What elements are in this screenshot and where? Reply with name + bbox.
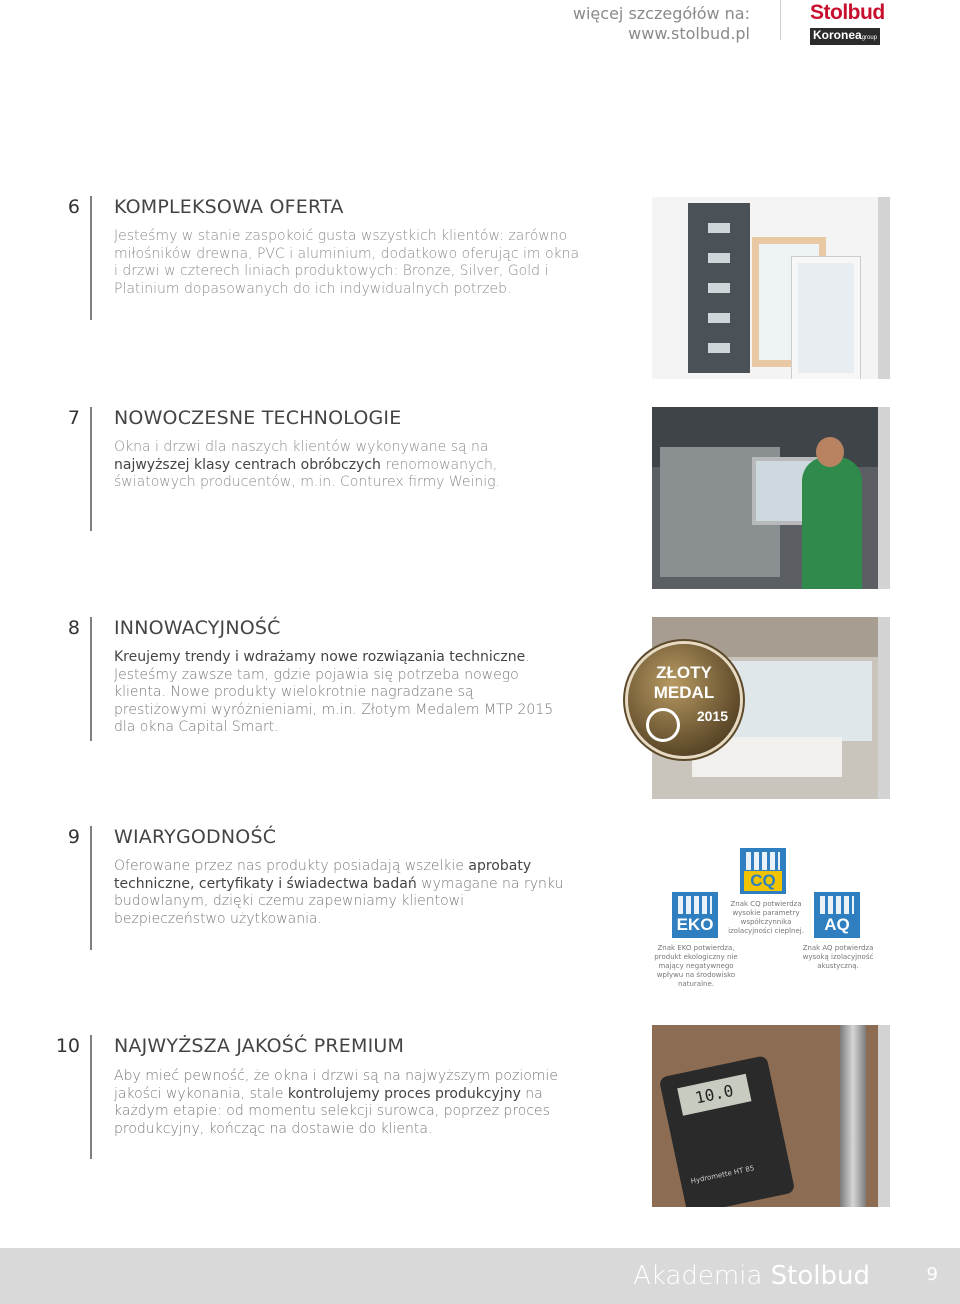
- stolbud-logo[interactable]: [810, 2, 888, 40]
- window-pvc-illustration: [792, 257, 860, 379]
- section-10-text-highlight: kontrolujemy proces produkcyjny: [287, 1085, 521, 1102]
- section-10-side-strip: [878, 1025, 890, 1207]
- logo-sub-text: Koronea: [813, 28, 862, 42]
- header-line-1: więcej szczegółów na:: [572, 4, 750, 23]
- meter-brand: Hydromette HT 85: [690, 1164, 755, 1186]
- section-10-text: [114, 1068, 564, 1138]
- section-6-text: Jesteśmy w stanie zaspokoić gusta wszystkich klientów: zarówno miłośników drewna, PVC i aluminium, dodatkowo oferując im okna i drzwi w czterech liniach produktowych: Bronze, Silver, Gold i Platinium dopasowanych do ich indywidualnych potrzeb.: [114, 228, 580, 297]
- header-website-text: [573, 4, 750, 44]
- meter-display: 10.0: [677, 1074, 751, 1116]
- section-6-rule: [90, 196, 92, 320]
- header-divider: [780, 0, 781, 40]
- moisture-meter: [659, 1055, 796, 1207]
- section-9-title: WIARYGODNOŚĆ: [114, 826, 277, 848]
- meter-probe: [840, 1025, 866, 1207]
- eko-label: EKO: [676, 915, 714, 934]
- section-7-title: NOWOCZESNE TECHNOLOGIE: [114, 407, 402, 429]
- footer-title-light: Akademia: [633, 1261, 771, 1291]
- section-10-number: 10: [55, 1035, 80, 1057]
- mtp-logo-icon: [646, 708, 680, 742]
- eko-note: Znak EKO potwierdza, produkt ekologiczny nie mający negatywnego wpływu na środowisko naturalne.: [654, 944, 738, 988]
- footer-title-bold: Stolbud: [770, 1261, 870, 1291]
- section-7-rule: [90, 407, 92, 531]
- section-8-text-b: . Jesteśmy zawsze tam, gdzie pojawia się potrzeba nowego klienta. Nowe produkty wielokrotnie nagradzane są prestiżowymi wyróżnieniami, m.in. Złotym Medalem MTP 2015 dla okna Capital Smart.: [114, 649, 554, 735]
- section-7-text-a: Okna i drzwi dla naszych klientów wykonywane są na: [114, 439, 489, 455]
- section-10-rule: [90, 1035, 92, 1159]
- header-website-link[interactable]: www.stolbud.pl: [628, 24, 750, 43]
- logo-sub-small: group: [861, 35, 878, 41]
- aq-note: Znak AQ potwierdza wysoką izolacyjność akustyczną.: [802, 944, 874, 970]
- section-10-text-a: Aby mieć pewność, że okna i drzwi są na najwyższym poziomie jakości wykonania, stale: [114, 1068, 558, 1102]
- footer-title: [633, 1261, 870, 1291]
- section-9-text: [114, 858, 564, 928]
- section-8-title: INNOWACYJNOŚĆ: [114, 617, 281, 639]
- section-10-image-moisture-meter: [652, 1025, 878, 1207]
- section-9-text-a: Oferowane przez nas produkty posiadają wszelkie: [114, 858, 469, 874]
- page-number: 9: [926, 1264, 938, 1285]
- logo-sub: [810, 28, 880, 45]
- section-9-text-highlight: aprobaty techniczne, certyfikaty i świadectwa badań: [114, 858, 532, 892]
- aq-cert-icon: [814, 892, 860, 938]
- section-9-rule: [90, 826, 92, 950]
- medal-year: 2015: [696, 708, 728, 724]
- section-7-text-highlight: najwyższej klasy centrach obróbczych: [114, 456, 381, 473]
- cq-cert-icon: [740, 848, 786, 894]
- aq-label: AQ: [824, 915, 850, 934]
- section-6-image-windows-doors: [652, 197, 878, 379]
- medal-line-2: MEDAL: [653, 683, 715, 702]
- section-6-side-strip: [878, 197, 890, 379]
- section-8-number: 8: [67, 617, 80, 639]
- logo-main: Stolbud: [810, 1, 885, 24]
- section-9-text-c: wymagane na rynku budowlanym, dzięki czemu zapewniamy klientowi bezpieczeństwo użytkowania.: [114, 875, 564, 927]
- section-7-text-c: renomowanych, światowych producentów, m.in. Conturex firmy Weinig.: [114, 456, 500, 490]
- section-8-side-strip: [878, 617, 890, 799]
- section-9-number: 9: [67, 826, 80, 848]
- door-illustration: [688, 203, 750, 373]
- eko-cert-icon: [672, 892, 718, 938]
- section-7-image-factory: [652, 407, 878, 589]
- medal-line-1: ZŁOTY: [656, 663, 712, 682]
- section-7-text: [114, 439, 554, 492]
- section-6-number: 6: [67, 196, 80, 218]
- section-6-title: KOMPLEKSOWA OFERTA: [114, 196, 344, 218]
- section-8-text: [114, 649, 564, 737]
- worker-figure: [802, 457, 862, 589]
- cq-note: Znak CQ potwierdza wysokie parametry współczynnika izolacyjności cieplnej.: [728, 900, 804, 935]
- cq-label: CQ: [744, 871, 782, 891]
- section-7-number: 7: [67, 407, 80, 429]
- section-10-title: NAJWYŻSZA JAKOŚĆ PREMIUM: [114, 1035, 405, 1057]
- section-7-side-strip: [878, 407, 890, 589]
- gold-medal-badge: [628, 644, 740, 756]
- section-8-text-highlight: Kreujemy trendy i wdrażamy nowe rozwiązania techniczne: [114, 649, 526, 665]
- section-10-text-c: na każdym etapie: od momentu selekcji surowca, poprzez proces produkcyjny, kończąc na dostawie do klienta.: [114, 1085, 550, 1137]
- section-8-rule: [90, 617, 92, 741]
